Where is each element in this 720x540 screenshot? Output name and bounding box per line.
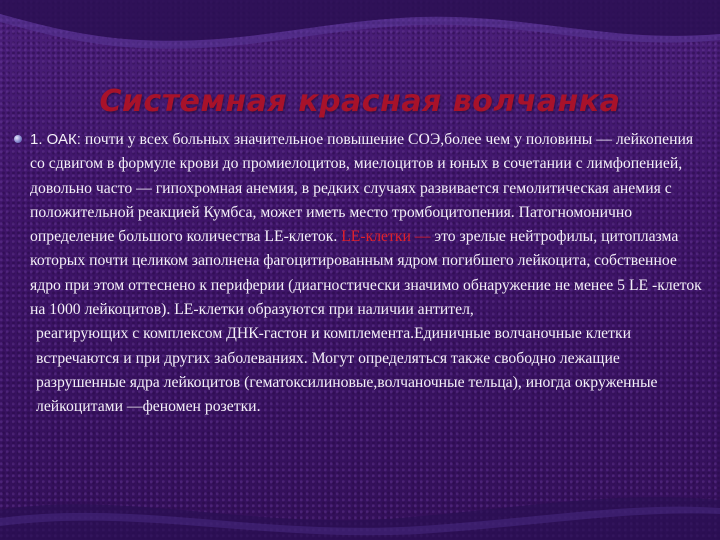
le-cells-highlight: LE-клетки — <box>341 228 431 246</box>
slide-title: Системная красная волчанка <box>99 84 621 120</box>
oak-label: 1. ОАК: <box>30 131 81 148</box>
slide-content <box>14 128 704 420</box>
bullet-item <box>14 128 704 420</box>
paragraph-2: реагирующих с комплексом ДНК-гастон и комплемента.Единичные волчаночные клетки встречаются и при других заболеваниях. Могут определяться также свободно лежащие разрушенные ядра лейкоцитов (гематоксилиновые,волчаночные тельца), иногда окруженные лейкоцитами —феномен розетки. <box>36 325 658 416</box>
paragraph-1-text-a: почти у всех больных значительное повышение СОЭ,более чем у половины — лейкопения со сдвигом в формуле крови до промиелоцитов, миелоцитов и юных в сочетании с лимфопенией, довольно часто — гипохромная анемия, в редких случаях развивается гемолитическая анемия с положительной реакцией Кумбса, может иметь место тромбоцитопения. Патогномонично определение большого количества LE-клеток. <box>30 131 694 246</box>
round-bullet-icon <box>14 135 22 143</box>
paragraph-1-text-b: это зрелые нейтрофилы, цитоплазма которых почти целиком заполнена фагоцитированным ядром погибшего лейкоцита, собственное ядро при этом оттеснено к периферии (диагностически значимо обнаружение не менее 5 LE -клеток на 1000 лейкоцитов). LE-клетки образуются при наличии антител, <box>30 228 702 319</box>
bottom-wave-decoration <box>0 470 720 540</box>
paragraph-1 <box>30 128 704 322</box>
